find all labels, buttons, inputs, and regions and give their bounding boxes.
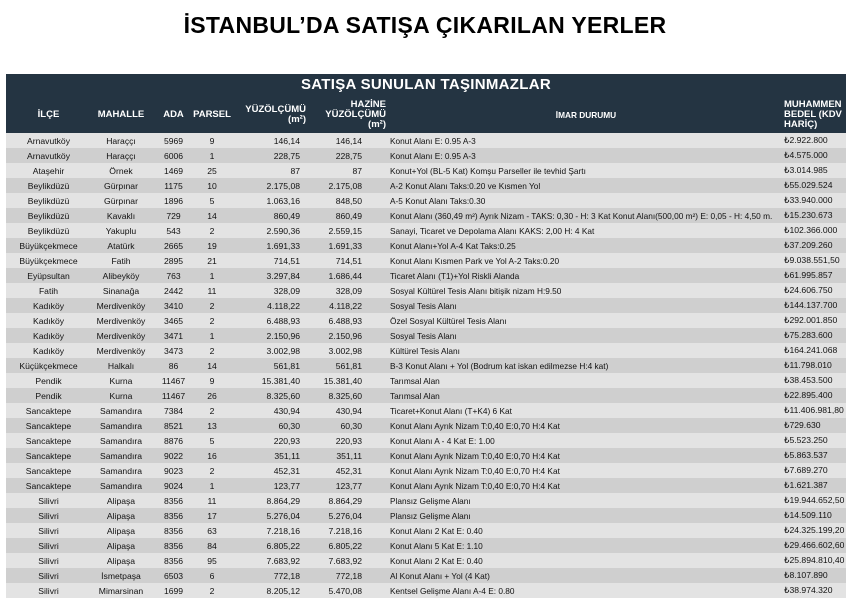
cell-ilce: Sancaktepe [25,480,72,491]
cell-ada: 729 [166,210,181,221]
cell-muhammen-bedel: ₺102.366.000 [784,225,838,235]
cell-imar-durumu: B-3 Konut Alanı + Yol (Bodrum kat iskan edilmezse H:4 kat) [390,360,609,371]
cell-ilce: Fatih [38,285,59,296]
cell-hazine-yuzolcumu: 5.470,08 [328,585,362,596]
cell-yuzolcumu: 2.175,08 [266,180,300,191]
table-row [6,298,846,313]
cell-imar-durumu: Konut Alanı E: 0.95 A-3 [390,135,476,146]
cell-muhammen-bedel: ₺164.241.068 [784,345,838,355]
cell-imar-durumu: Tarımsal Alan [390,375,440,386]
cell-parsel: 9 [209,375,215,386]
cell-ada: 6503 [163,570,184,581]
cell-imar-durumu: Konut Alanı Ayrık Nizam T:0,40 E:0,70 H:4 Kat [390,420,560,431]
cell-hazine-yuzolcumu: 6.488,93 [328,315,362,326]
cell-mahalle: Kurna [109,375,133,386]
cell-imar-durumu: Sosyal Kültürel Tesis Alanı bitişik nizam H:9.50 [390,285,562,296]
cell-imar-durumu: Konut Alanı+Yol A-4 Kat Taks:0.25 [390,240,516,251]
cell-yuzolcumu: 60,30 [278,420,300,431]
cell-ilce: Beylikdüzü [27,225,70,236]
cell-muhammen-bedel: ₺3.014.985 [784,165,828,175]
cell-parsel: 1 [209,150,215,161]
cell-mahalle: Samandıra [99,420,143,431]
cell-mahalle: Fatih [111,255,131,266]
cell-yuzolcumu: 228,75 [273,150,300,161]
cell-ada: 8356 [163,495,184,506]
cell-hazine-yuzolcumu: 430,94 [335,405,362,416]
cell-imar-durumu: Plansız Gelişme Alanı [390,510,471,521]
cell-ilce: Silivri [38,525,59,536]
table-row [6,328,846,343]
cell-imar-durumu: Konut Alanı Ayrık Nizam T:0,40 E:0,70 H:4 Kat [390,480,560,491]
cell-yuzolcumu: 452,31 [273,465,300,476]
cell-ada: 86 [168,360,179,371]
cell-yuzolcumu: 4.118,22 [267,300,300,311]
cell-ilce: Ataşehir [32,165,65,176]
cell-muhammen-bedel: ₺19.944.652,50 [784,495,845,505]
cell-yuzolcumu: 328,09 [273,285,300,296]
cell-yuzolcumu: 714,51 [273,255,300,266]
cell-parsel: 2 [209,300,215,311]
cell-ada: 1896 [163,195,184,206]
cell-parsel: 14 [207,210,217,221]
cell-parsel: 5 [209,435,215,446]
cell-mahalle: Merdivenköy [96,330,146,341]
cell-parsel: 9 [209,135,215,146]
cell-yuzolcumu: 351,11 [274,450,300,461]
cell-hazine-yuzolcumu: 4.118,22 [329,300,362,311]
cell-imar-durumu: Konut Alanı 2 Kat E: 0.40 [390,525,483,536]
cell-hazine-yuzolcumu: 123,77 [335,480,362,491]
cell-yuzolcumu: 430,94 [273,405,300,416]
table-row [6,493,846,508]
cell-hazine-yuzolcumu: 3.002,98 [328,345,362,356]
cell-imar-durumu: Kentsel Gelişme Alanı A-4 E: 0.80 [390,585,515,596]
cell-yuzolcumu: 2.150,96 [266,330,300,341]
cell-hazine-yuzolcumu: 860,49 [335,210,362,221]
cell-muhammen-bedel: ₺7.689.270 [784,465,828,475]
cell-parsel: 11 [207,285,217,296]
cell-ada: 3465 [163,315,184,326]
cell-ada: 1699 [163,585,184,596]
cell-imar-durumu: Konut Alanı (360,49 m²) Ayrık Nizam - TAKS: 0,30 - H: 3 Kat Konut Alanı(500,00 m²) E: 0,05 - H: 4,50 m. [390,210,773,221]
cell-muhammen-bedel: ₺33.940.000 [784,195,833,205]
cell-muhammen-bedel: ₺2.922.800 [784,135,828,145]
table-row [6,238,846,253]
cell-mahalle: İsmetpaşa [101,570,141,581]
table-row [6,133,846,148]
cell-hazine-yuzolcumu: 328,09 [335,285,362,296]
cell-hazine-yuzolcumu: 7.683,92 [328,555,362,566]
cell-ada: 2895 [163,255,184,266]
cell-muhammen-bedel: ₺1.621.387 [784,480,828,490]
cell-ada: 2442 [163,285,184,296]
cell-mahalle: Alipaşa [106,495,136,506]
cell-muhammen-bedel: ₺25.894.810,40 [784,555,845,565]
cell-parsel: 6 [209,570,215,581]
header-hazine-yuzolcumu: HAZİNE YÜZÖLÇÜMÜ (m²) [325,98,386,130]
cell-mahalle: Mimarsinan [98,585,144,596]
cell-mahalle: Samandıra [99,450,143,461]
table-row [6,358,846,373]
cell-imar-durumu: Ticaret Alanı (T1)+Yol Riskli Alanda [390,270,520,281]
cell-yuzolcumu: 6.805,22 [266,540,300,551]
cell-mahalle: Alibeyköy [102,270,140,281]
cell-yuzolcumu: 6.488,93 [266,315,300,326]
cell-imar-durumu: Sanayi, Ticaret ve Depolama Alanı KAKS: 2,00 H: 4 Kat [390,225,595,236]
header-yuzolcumu: YÜZÖLÇÜMÜ (m²) [245,103,306,125]
cell-ilce: Silivri [38,585,59,596]
cell-hazine-yuzolcumu: 1.686,44 [328,270,362,281]
cell-mahalle: Merdivenköy [96,300,146,311]
properties-table [6,74,846,598]
cell-hazine-yuzolcumu: 452,31 [335,465,362,476]
cell-parsel: 1 [209,330,215,341]
cell-hazine-yuzolcumu: 351,11 [336,450,362,461]
cell-parsel: 95 [207,555,217,566]
cell-mahalle: Sinanağa [102,285,140,296]
cell-mahalle: Samandıra [99,405,143,416]
cell-muhammen-bedel: ₺9.038.551,50 [784,255,840,265]
cell-ada: 8356 [163,525,184,536]
cell-parsel: 13 [207,420,217,431]
cell-muhammen-bedel: ₺15.230.673 [784,210,833,220]
cell-hazine-yuzolcumu: 60,30 [340,420,362,431]
cell-yuzolcumu: 7.683,92 [266,555,300,566]
cell-yuzolcumu: 15.381,40 [261,375,300,386]
cell-imar-durumu: Konut+Yol (BL-5 Kat) Komşu Parseller ile tevhid Şartı [390,165,586,176]
table-header [6,74,846,133]
cell-muhammen-bedel: ₺11.406.981,80 [784,405,844,415]
table-row [6,163,846,178]
cell-imar-durumu: A-2 Konut Alanı Taks:0.20 ve Kısmen Yol [390,180,541,191]
cell-ada: 543 [166,225,181,236]
cell-ilce: Sancaktepe [25,405,72,416]
cell-ilce: Küçükçekmece [19,360,78,371]
cell-ada: 8356 [163,555,184,566]
cell-ilce: Beylikdüzü [27,180,70,191]
cell-yuzolcumu: 5.276,04 [266,510,300,521]
table-row [6,418,846,433]
table-row [6,208,846,223]
cell-yuzolcumu: 7.218,16 [266,525,300,536]
header-parsel: PARSEL [193,108,231,120]
table-row [6,523,846,538]
cell-yuzolcumu: 561,81 [273,360,300,371]
cell-mahalle: Yakuplu [105,225,137,236]
cell-mahalle: Alipaşa [106,525,136,536]
cell-muhammen-bedel: ₺38.974.320 [784,585,833,595]
cell-muhammen-bedel: ₺75.283.600 [784,330,833,340]
cell-mahalle: Alipaşa [106,555,136,566]
table-body [6,133,846,598]
table-row [6,178,846,193]
cell-yuzolcumu: 123,77 [273,480,300,491]
cell-yuzolcumu: 860,49 [273,210,300,221]
cell-yuzolcumu: 1.063,16 [266,195,300,206]
cell-yuzolcumu: 87 [290,165,300,176]
cell-ilce: Eyüpsultan [27,270,70,281]
cell-mahalle: Haraççı [106,135,136,146]
cell-ada: 9023 [163,465,184,476]
table-row [6,373,846,388]
cell-imar-durumu: Al Konut Alanı + Yol (4 Kat) [390,570,490,581]
cell-ada: 6006 [163,150,184,161]
cell-ilce: Beylikdüzü [27,210,70,221]
header-mahalle: MAHALLE [97,108,145,120]
cell-yuzolcumu: 8.205,12 [266,585,300,596]
cell-hazine-yuzolcumu: 220,93 [335,435,362,446]
table-row [6,343,846,358]
cell-hazine-yuzolcumu: 8.864,29 [328,495,362,506]
cell-muhammen-bedel: ₺11.798.010 [784,360,832,370]
cell-muhammen-bedel: ₺29.466.602,60 [784,540,845,550]
cell-mahalle: Merdivenköy [96,345,146,356]
cell-muhammen-bedel: ₺292.001.850 [784,315,838,325]
cell-imar-durumu: Konut Alanı Ayrık Nizam T:0,40 E:0,70 H:4 Kat [390,450,560,461]
cell-ilce: Pendik [35,390,62,401]
table-row [6,583,846,598]
cell-parsel: 2 [209,465,215,476]
cell-imar-durumu: Plansız Gelişme Alanı [390,495,471,506]
cell-hazine-yuzolcumu: 714,51 [335,255,362,266]
cell-imar-durumu: Ticaret+Konut Alanı (T+K4) 6 Kat [390,405,512,416]
cell-ilce: Pendik [35,375,62,386]
cell-hazine-yuzolcumu: 1.691,33 [328,240,362,251]
cell-hazine-yuzolcumu: 2.175,08 [328,180,362,191]
cell-mahalle: Merdivenköy [96,315,146,326]
cell-ilce: Büyükçekmece [19,240,78,251]
cell-mahalle: Gürpınar [104,195,138,206]
cell-parsel: 11 [207,495,217,506]
cell-imar-durumu: Tarımsal Alan [390,390,440,401]
cell-muhammen-bedel: ₺22.895.400 [784,390,833,400]
cell-ilce: Silivri [38,540,59,551]
table-row [6,223,846,238]
cell-hazine-yuzolcumu: 561,81 [335,360,362,371]
cell-hazine-yuzolcumu: 6.805,22 [328,540,362,551]
cell-imar-durumu: Sosyal Tesis Alanı [390,300,457,311]
cell-ilce: Arnavutköy [27,135,70,146]
cell-mahalle: Gürpınar [104,180,138,191]
cell-ilce: Kadıköy [32,300,65,311]
cell-yuzolcumu: 2.590,36 [266,225,300,236]
cell-yuzolcumu: 220,93 [273,435,300,446]
cell-ilce: Kadıköy [32,330,65,341]
table-row [6,268,846,283]
cell-imar-durumu: Konut Alanı 2 Kat E: 0.40 [390,555,483,566]
cell-muhammen-bedel: ₺4.575.000 [784,150,828,160]
cell-yuzolcumu: 1.691,33 [266,240,300,251]
cell-muhammen-bedel: ₺55.029.524 [784,180,833,190]
cell-ilce: Kadıköy [32,315,65,326]
page-title: İSTANBUL’DA SATIŞA ÇIKARILAN YERLER [183,12,667,38]
cell-hazine-yuzolcumu: 15.381,40 [323,375,362,386]
cell-imar-durumu: Konut Alanı Ayrık Nizam T:0,40 E:0,70 H:4 Kat [390,465,560,476]
cell-parsel: 25 [207,165,217,176]
cell-hazine-yuzolcumu: 772,18 [335,570,362,581]
table-row [6,253,846,268]
cell-parsel: 5 [209,195,215,206]
header-ada: ADA [163,108,184,120]
cell-ada: 5969 [163,135,184,146]
cell-ilce: Büyükçekmece [19,255,78,266]
cell-yuzolcumu: 146,14 [273,135,300,146]
cell-imar-durumu: Konut Alanı 5 Kat E: 1.10 [390,540,483,551]
cell-ilce: Sancaktepe [25,435,72,446]
cell-parsel: 84 [207,540,217,551]
cell-muhammen-bedel: ₺24.606.750 [784,285,833,295]
cell-ada: 9022 [163,450,184,461]
table-row [6,313,846,328]
cell-yuzolcumu: 772,18 [273,570,300,581]
cell-muhammen-bedel: ₺37.209.260 [784,240,833,250]
cell-ilce: Sancaktepe [25,450,72,461]
table-row [6,568,846,583]
cell-mahalle: Kavaklı [106,210,136,221]
cell-ada: 8521 [163,420,184,431]
cell-imar-durumu: A-5 Konut Alanı Taks:0.30 [390,195,486,206]
table-row [6,508,846,523]
table-row [6,193,846,208]
cell-parsel: 1 [209,270,215,281]
cell-ada: 11467 [161,375,186,386]
cell-hazine-yuzolcumu: 2.559,15 [328,225,362,236]
cell-ilce: Kadıköy [32,345,65,356]
header-ilce: İLÇE [37,108,60,120]
cell-muhammen-bedel: ₺144.137.700 [784,300,838,310]
cell-mahalle: Samandıra [99,480,143,491]
table-row [6,463,846,478]
table-row [6,553,846,568]
cell-hazine-yuzolcumu: 2.150,96 [328,330,362,341]
cell-muhammen-bedel: ₺8.107.890 [784,570,828,580]
cell-ilce: Silivri [38,570,59,581]
table-row [6,448,846,463]
cell-hazine-yuzolcumu: 146,14 [335,135,362,146]
cell-mahalle: Alipaşa [106,540,136,551]
cell-muhammen-bedel: ₺14.509.110 [784,510,832,520]
cell-parsel: 19 [207,240,217,251]
cell-muhammen-bedel: ₺38.453.500 [784,375,833,385]
cell-parsel: 2 [209,345,215,356]
cell-hazine-yuzolcumu: 5.276,04 [328,510,362,521]
cell-ilce: Arnavutköy [27,150,70,161]
table-row [6,148,846,163]
cell-parsel: 10 [207,180,217,191]
cell-mahalle: Samandıra [99,435,143,446]
cell-parsel: 17 [207,510,217,521]
cell-imar-durumu: Özel Sosyal Kültürel Tesis Alanı [390,315,507,326]
cell-ada: 3471 [163,330,184,341]
cell-mahalle: Haraççı [106,150,136,161]
cell-yuzolcumu: 3.297,84 [266,270,300,281]
cell-hazine-yuzolcumu: 228,75 [335,150,362,161]
cell-parsel: 2 [209,225,215,236]
header-imar-durumu: İMAR DURUMU [555,109,617,120]
table-caption: SATIŞA SUNULAN TAŞINMAZLAR [300,76,551,93]
cell-mahalle: Atatürk [107,240,135,251]
cell-ada: 2665 [163,240,184,251]
cell-parsel: 63 [207,525,217,536]
cell-ada: 8876 [163,435,184,446]
cell-parsel: 26 [207,390,217,401]
cell-ilce: Silivri [38,555,59,566]
cell-ada: 9024 [163,480,184,491]
cell-mahalle: Alipaşa [106,510,136,521]
cell-mahalle: Kurna [109,390,133,401]
cell-parsel: 2 [209,585,215,596]
cell-muhammen-bedel: ₺5.863.537 [784,450,828,460]
cell-imar-durumu: Konut Alanı A - 4 Kat E: 1.00 [390,435,495,446]
cell-ilce: Silivri [38,495,59,506]
table-row [6,433,846,448]
cell-hazine-yuzolcumu: 848,50 [335,195,362,206]
cell-imar-durumu: Kültürel Tesis Alanı [390,345,460,356]
cell-ada: 11467 [161,390,186,401]
cell-imar-durumu: Konut Alanı Kısmen Park ve Yol A-2 Taks:0.20 [390,255,560,266]
cell-muhammen-bedel: ₺729.630 [784,420,821,430]
cell-imar-durumu: Sosyal Tesis Alanı [390,330,457,341]
cell-ada: 1175 [164,180,183,191]
cell-parsel: 14 [207,360,217,371]
cell-ada: 3473 [163,345,184,356]
cell-mahalle: Halkalı [107,360,135,371]
table-row [6,388,846,403]
cell-ada: 763 [166,270,181,281]
header-muhammen-bedel: MUHAMMEN BEDEL (KDV HARİÇ) [784,98,842,130]
table-row [6,283,846,298]
cell-ada: 8356 [163,510,184,521]
cell-imar-durumu: Konut Alanı E: 0.95 A-3 [390,150,476,161]
cell-parsel: 2 [209,405,215,416]
cell-mahalle: Örnek [109,165,133,176]
cell-ilce: Silivri [38,510,59,521]
cell-muhammen-bedel: ₺5.523.250 [784,435,828,445]
cell-yuzolcumu: 3.002,98 [266,345,300,356]
cell-parsel: 21 [207,255,217,266]
cell-parsel: 2 [209,315,215,326]
cell-yuzolcumu: 8.864,29 [266,495,300,506]
cell-ada: 1469 [163,165,184,176]
cell-ilce: Sancaktepe [25,465,72,476]
cell-ilce: Sancaktepe [25,420,72,431]
table-row [6,403,846,418]
cell-hazine-yuzolcumu: 7.218,16 [328,525,362,536]
table-row [6,538,846,553]
cell-ada: 7384 [163,405,184,416]
cell-parsel: 16 [207,450,217,461]
cell-yuzolcumu: 8.325,60 [266,390,300,401]
cell-muhammen-bedel: ₺61.995.857 [784,270,833,280]
cell-ada: 3410 [163,300,184,311]
cell-parsel: 1 [209,480,215,491]
cell-hazine-yuzolcumu: 8.325,60 [328,390,362,401]
table-row [6,478,846,493]
cell-muhammen-bedel: ₺24.325.199,20 [784,525,845,535]
cell-ilce: Beylikdüzü [27,195,70,206]
cell-hazine-yuzolcumu: 87 [352,165,362,176]
cell-ada: 8356 [163,540,184,551]
cell-mahalle: Samandıra [99,465,143,476]
